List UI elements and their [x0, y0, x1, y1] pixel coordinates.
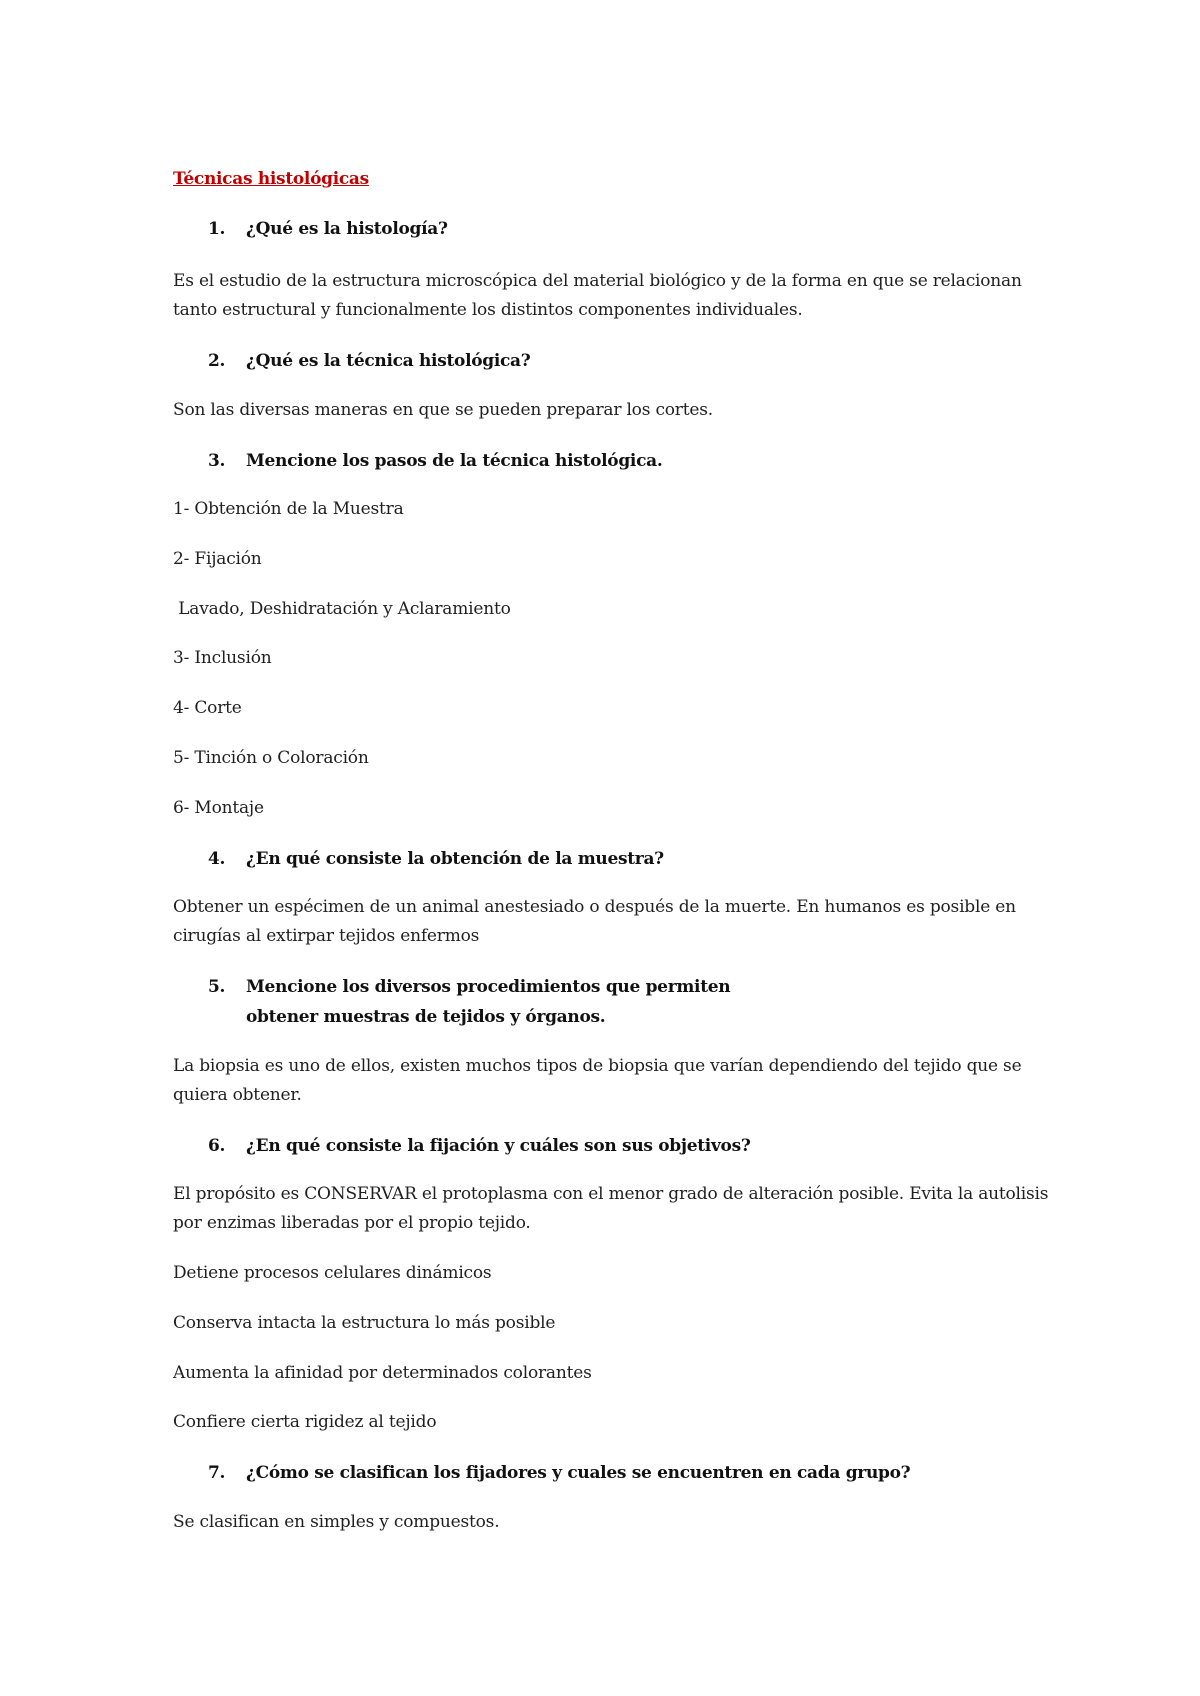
question-number: 1.	[208, 219, 226, 239]
question-text: Mencione los diversos procedimientos que permiten obtener muestras de tejidos y órganos.	[246, 977, 731, 1027]
answer-2: Son las diversas maneras en que se pueden preparar los cortes.	[173, 400, 713, 420]
step-item: 3- Inclusión	[173, 648, 272, 668]
step-item: Lavado, Deshidratación y Aclaramiento	[173, 599, 511, 619]
question-number: 7.	[208, 1463, 226, 1483]
question-1	[208, 214, 988, 244]
answer-4: Obtener un espécimen de un animal anestesiado o después de la muerte. En humanos es posible en cirugías al extirpar tejidos enfermos	[173, 897, 1016, 946]
objective-item: Conserva intacta la estructura lo más posible	[173, 1313, 556, 1333]
step-item: 6- Montaje	[173, 798, 264, 818]
question-number: 5.	[208, 977, 226, 997]
step-item: 4- Corte	[173, 698, 242, 718]
question-text: ¿En qué consiste la obtención de la muestra?	[246, 849, 664, 869]
answer-5: La biopsia es uno de ellos, existen muchos tipos de biopsia que varían dependiendo del tejido que se quiera obtener.	[173, 1056, 1022, 1105]
question-3	[208, 446, 988, 476]
question-5	[208, 972, 768, 1032]
step-item: 5- Tinción o Coloración	[173, 748, 369, 768]
question-2	[208, 346, 988, 376]
objective-item: Aumenta la afinidad por determinados colorantes	[173, 1363, 592, 1383]
question-number: 4.	[208, 849, 226, 869]
question-number: 6.	[208, 1136, 226, 1156]
question-4	[208, 844, 988, 874]
question-text: ¿En qué consiste la fijación y cuáles son sus objetivos?	[246, 1136, 751, 1156]
objective-item: Detiene procesos celulares dinámicos	[173, 1263, 492, 1283]
question-number: 3.	[208, 451, 226, 471]
question-text: ¿Qué es la técnica histológica?	[246, 351, 531, 371]
question-6	[208, 1131, 988, 1161]
answer-7: Se clasifican en simples y compuestos.	[173, 1512, 500, 1532]
question-text: ¿Cómo se clasifican los fijadores y cuales se encuentren en cada grupo?	[246, 1463, 911, 1483]
objective-item: Confiere cierta rigidez al tejido	[173, 1412, 437, 1432]
question-7	[208, 1458, 988, 1488]
question-number: 2.	[208, 351, 226, 371]
document-title: Técnicas histológicas	[173, 169, 369, 189]
question-text: Mencione los pasos de la técnica histológica.	[246, 451, 663, 471]
answer-1: Es el estudio de la estructura microscópica del material biológico y de la forma en que se relacionan tanto estructural y funcionalmente los distintos componentes individuales.	[173, 271, 1022, 320]
step-item: 2- Fijación	[173, 549, 262, 569]
answer-6: El propósito es CONSERVAR el protoplasma con el menor grado de alteración posible. Evita la autolisis por enzimas liberadas por el propio tejido.	[173, 1184, 1059, 1233]
step-item: 1- Obtención de la Muestra	[173, 499, 404, 519]
question-text: ¿Qué es la histología?	[246, 219, 448, 239]
